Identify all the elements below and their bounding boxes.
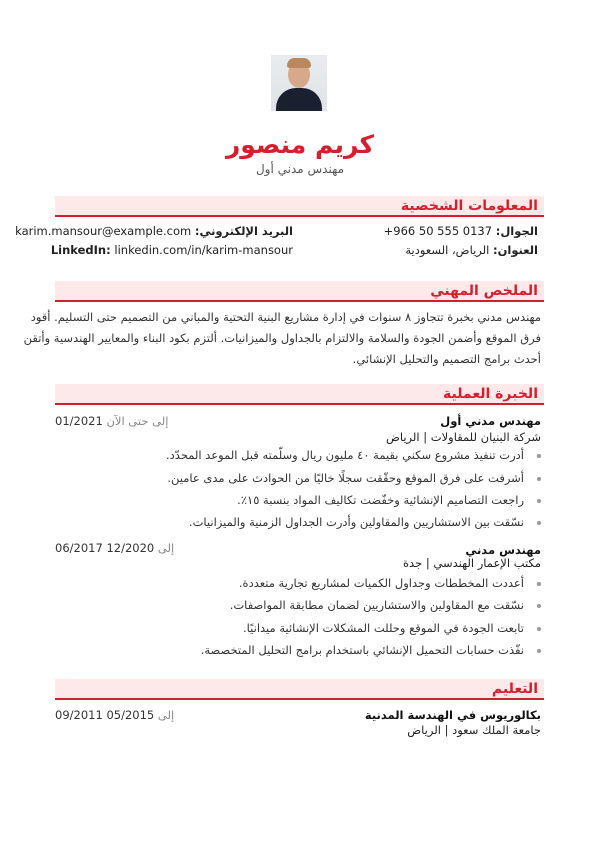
section-experience-heading: الخبرة العملية <box>443 386 538 402</box>
section-personal-header <box>55 196 544 217</box>
summary-text <box>23 307 541 370</box>
summary-line: مهندس مدني بخبرة تتجاوز ٨ سنوات في إدارة مشاريع البنية التحتية والمباني من التصميم حتى التسليم. أقود <box>30 310 541 324</box>
job-bullet: نسّقت مع المقاولين والاستشاريين لضمان مطابقة المواصفات. <box>230 598 541 612</box>
bullet-dot-icon <box>537 477 541 481</box>
job-bullet: نفّذت حسابات التحميل الإنشائي باستخدام برامج التحليل المتخصصة. <box>201 643 541 657</box>
linkedin-label: LinkedIn: <box>50 243 111 257</box>
photo-hair <box>287 58 311 68</box>
bullet-dot-icon <box>537 604 541 608</box>
email-row <box>15 224 293 238</box>
bullet-dot-icon <box>537 454 541 458</box>
phone-row <box>384 224 538 238</box>
job-bullet: تابعت الجودة في الموقع وحللت المشكلات الإنشائية ميدانيًا. <box>243 621 541 635</box>
section-personal-heading: المعلومات الشخصية <box>400 198 538 214</box>
summary-line: فرق الموقع وأضمن الجودة والسلامة والالتزام بالجداول والميزانيات. ألتزم بكود البناء والمعايير الهندسية وأتقن <box>23 331 541 345</box>
photo-shirt <box>276 88 322 111</box>
bullet-dot-icon <box>537 499 541 503</box>
phone-label: الجوال: <box>495 224 538 238</box>
job-company: شركة البنيان للمقاولات | الرياض <box>385 430 541 444</box>
address-label: العنوان: <box>492 243 538 257</box>
address-value: الرياض، السعودية <box>405 243 490 257</box>
bullet-dot-icon <box>537 582 541 586</box>
education-degree: بكالوريوس في الهندسة المدنية <box>364 708 541 722</box>
job-bullet: أعددت المخططات وجداول الكميات لمشاريع تجارية متعددة. <box>239 576 541 590</box>
job-start-date: 01/2021 <box>55 414 103 428</box>
education-dates <box>55 708 174 722</box>
job-bullet: أدرت تنفيذ مشروع سكني بقيمة ٤٠ مليون ريال وسلّمته قبل الموعد المحدّد. <box>166 448 541 462</box>
date-until: إلى <box>157 708 175 722</box>
email-label: البريد الإلكتروني: <box>194 224 293 238</box>
education-end-date: 05/2015 <box>106 708 155 722</box>
bullet-dot-icon <box>537 649 541 653</box>
profile-photo <box>271 55 327 111</box>
job-bullet: أشرفت على فرق الموقع وحقّقت سجلًا خاليًا من الحوادث على مدى عامين. <box>167 471 541 485</box>
job-company: مكتب الإعمار الهندسي | جدة <box>403 556 541 570</box>
bullet-dot-icon <box>537 521 541 525</box>
section-summary-header <box>55 281 544 302</box>
summary-line: أحدث برامج التصميم والتحليل الإنشائي. <box>352 352 541 366</box>
date-until: إلى <box>157 541 175 555</box>
section-education-heading: التعليم <box>491 681 538 697</box>
education-school: جامعة الملك سعود | الرياض <box>407 723 541 737</box>
job-bullet: راجعت التصاميم الإنشائية وخفّضت تكاليف المواد بنسبة ١٥٪. <box>237 493 541 507</box>
job-title: مهندس مدني <box>465 543 541 557</box>
bullet-dot-icon <box>537 627 541 631</box>
job-bullet: نسّقت بين الاستشاريين والمقاولين وأدرت الجداول الزمنية والميزانيات. <box>189 515 541 529</box>
candidate-title: مهندس مدني أول <box>255 162 345 176</box>
phone-value: +966 50 555 0137 <box>383 224 493 238</box>
job-dates <box>55 541 174 555</box>
section-experience-header <box>55 384 544 405</box>
candidate-name: كريم منصور <box>225 130 375 159</box>
address-row <box>405 243 538 257</box>
email-value[interactable]: karim.mansour@example.com <box>15 224 192 238</box>
education-start-date: 09/2011 <box>55 708 103 722</box>
job-end-date: 12/2020 <box>106 541 155 555</box>
job-title: مهندس مدني أول <box>440 414 541 428</box>
date-until: إلى <box>152 414 169 428</box>
linkedin-value[interactable]: linkedin.com/in/karim-mansour <box>114 243 293 257</box>
section-summary-heading: الملخص المهني <box>430 283 538 299</box>
job-start-date: 06/2017 <box>55 541 103 555</box>
job-dates <box>55 414 168 428</box>
linkedin-row <box>51 243 293 257</box>
job-end-date: حتى الآن <box>106 414 149 428</box>
section-education-header <box>55 679 544 700</box>
